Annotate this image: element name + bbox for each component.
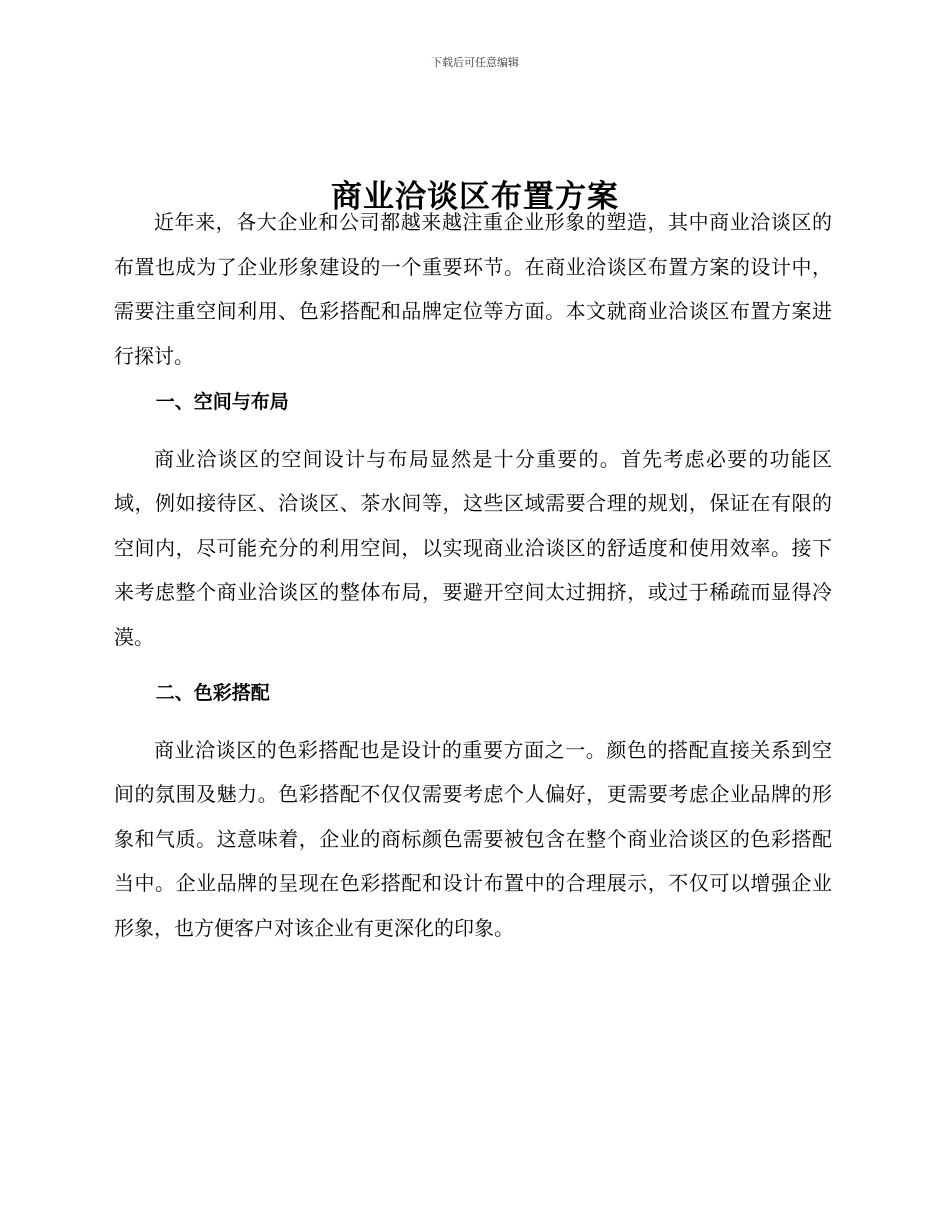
- spacer: [114, 716, 832, 728]
- intro-paragraph: 近年来，各大企业和公司都越来越注重企业形象的塑造，其中商业洽谈区的布置也成为了企业形象建设的一个重要环节。在商业洽谈区布置方案的设计中，需要注重空间利用、色彩搭配和品牌定位等方面。本文就商业洽谈区布置方案进行探讨。: [114, 210, 832, 368]
- spacer: [114, 425, 832, 437]
- document-title: 商业洽谈区布置方案: [331, 178, 619, 215]
- section-heading-space-layout: 一、空间与布局: [155, 391, 289, 413]
- spacer: [114, 659, 832, 671]
- header-note: 下载后可任意编辑: [431, 56, 519, 69]
- section-heading-color-matching: 二、色彩搭配: [155, 682, 270, 704]
- section-paragraph-space-layout: 商业洽谈区的空间设计与布局显然是十分重要的。首先考虑必要的功能区域，例如接待区、洽谈区、茶水间等，这些区域需要合理的规划，保证在有限的空间内，尽可能充分的利用空间，以实现商业洽谈区的舒适度和使用效率。接下来考虑整个商业洽谈区的整体布局，要避开空间太过拥挤，或过于稀疏而显得冷漠。: [114, 446, 832, 649]
- section-paragraph-color-matching: 商业洽谈区的色彩搭配也是设计的重要方面之一。颜色的搭配直接关系到空间的氛围及魅力。色彩搭配不仅仅需要考虑个人偏好，更需要考虑企业品牌的形象和气质。这意味着，企业的商标颜色需要被包含在整个商业洽谈区的色彩搭配当中。企业品牌的呈现在色彩搭配和设计布置中的合理展示，不仅可以增强企业形象，也方便客户对该企业有更深化的印象。: [114, 737, 832, 940]
- document-body: [114, 200, 832, 950]
